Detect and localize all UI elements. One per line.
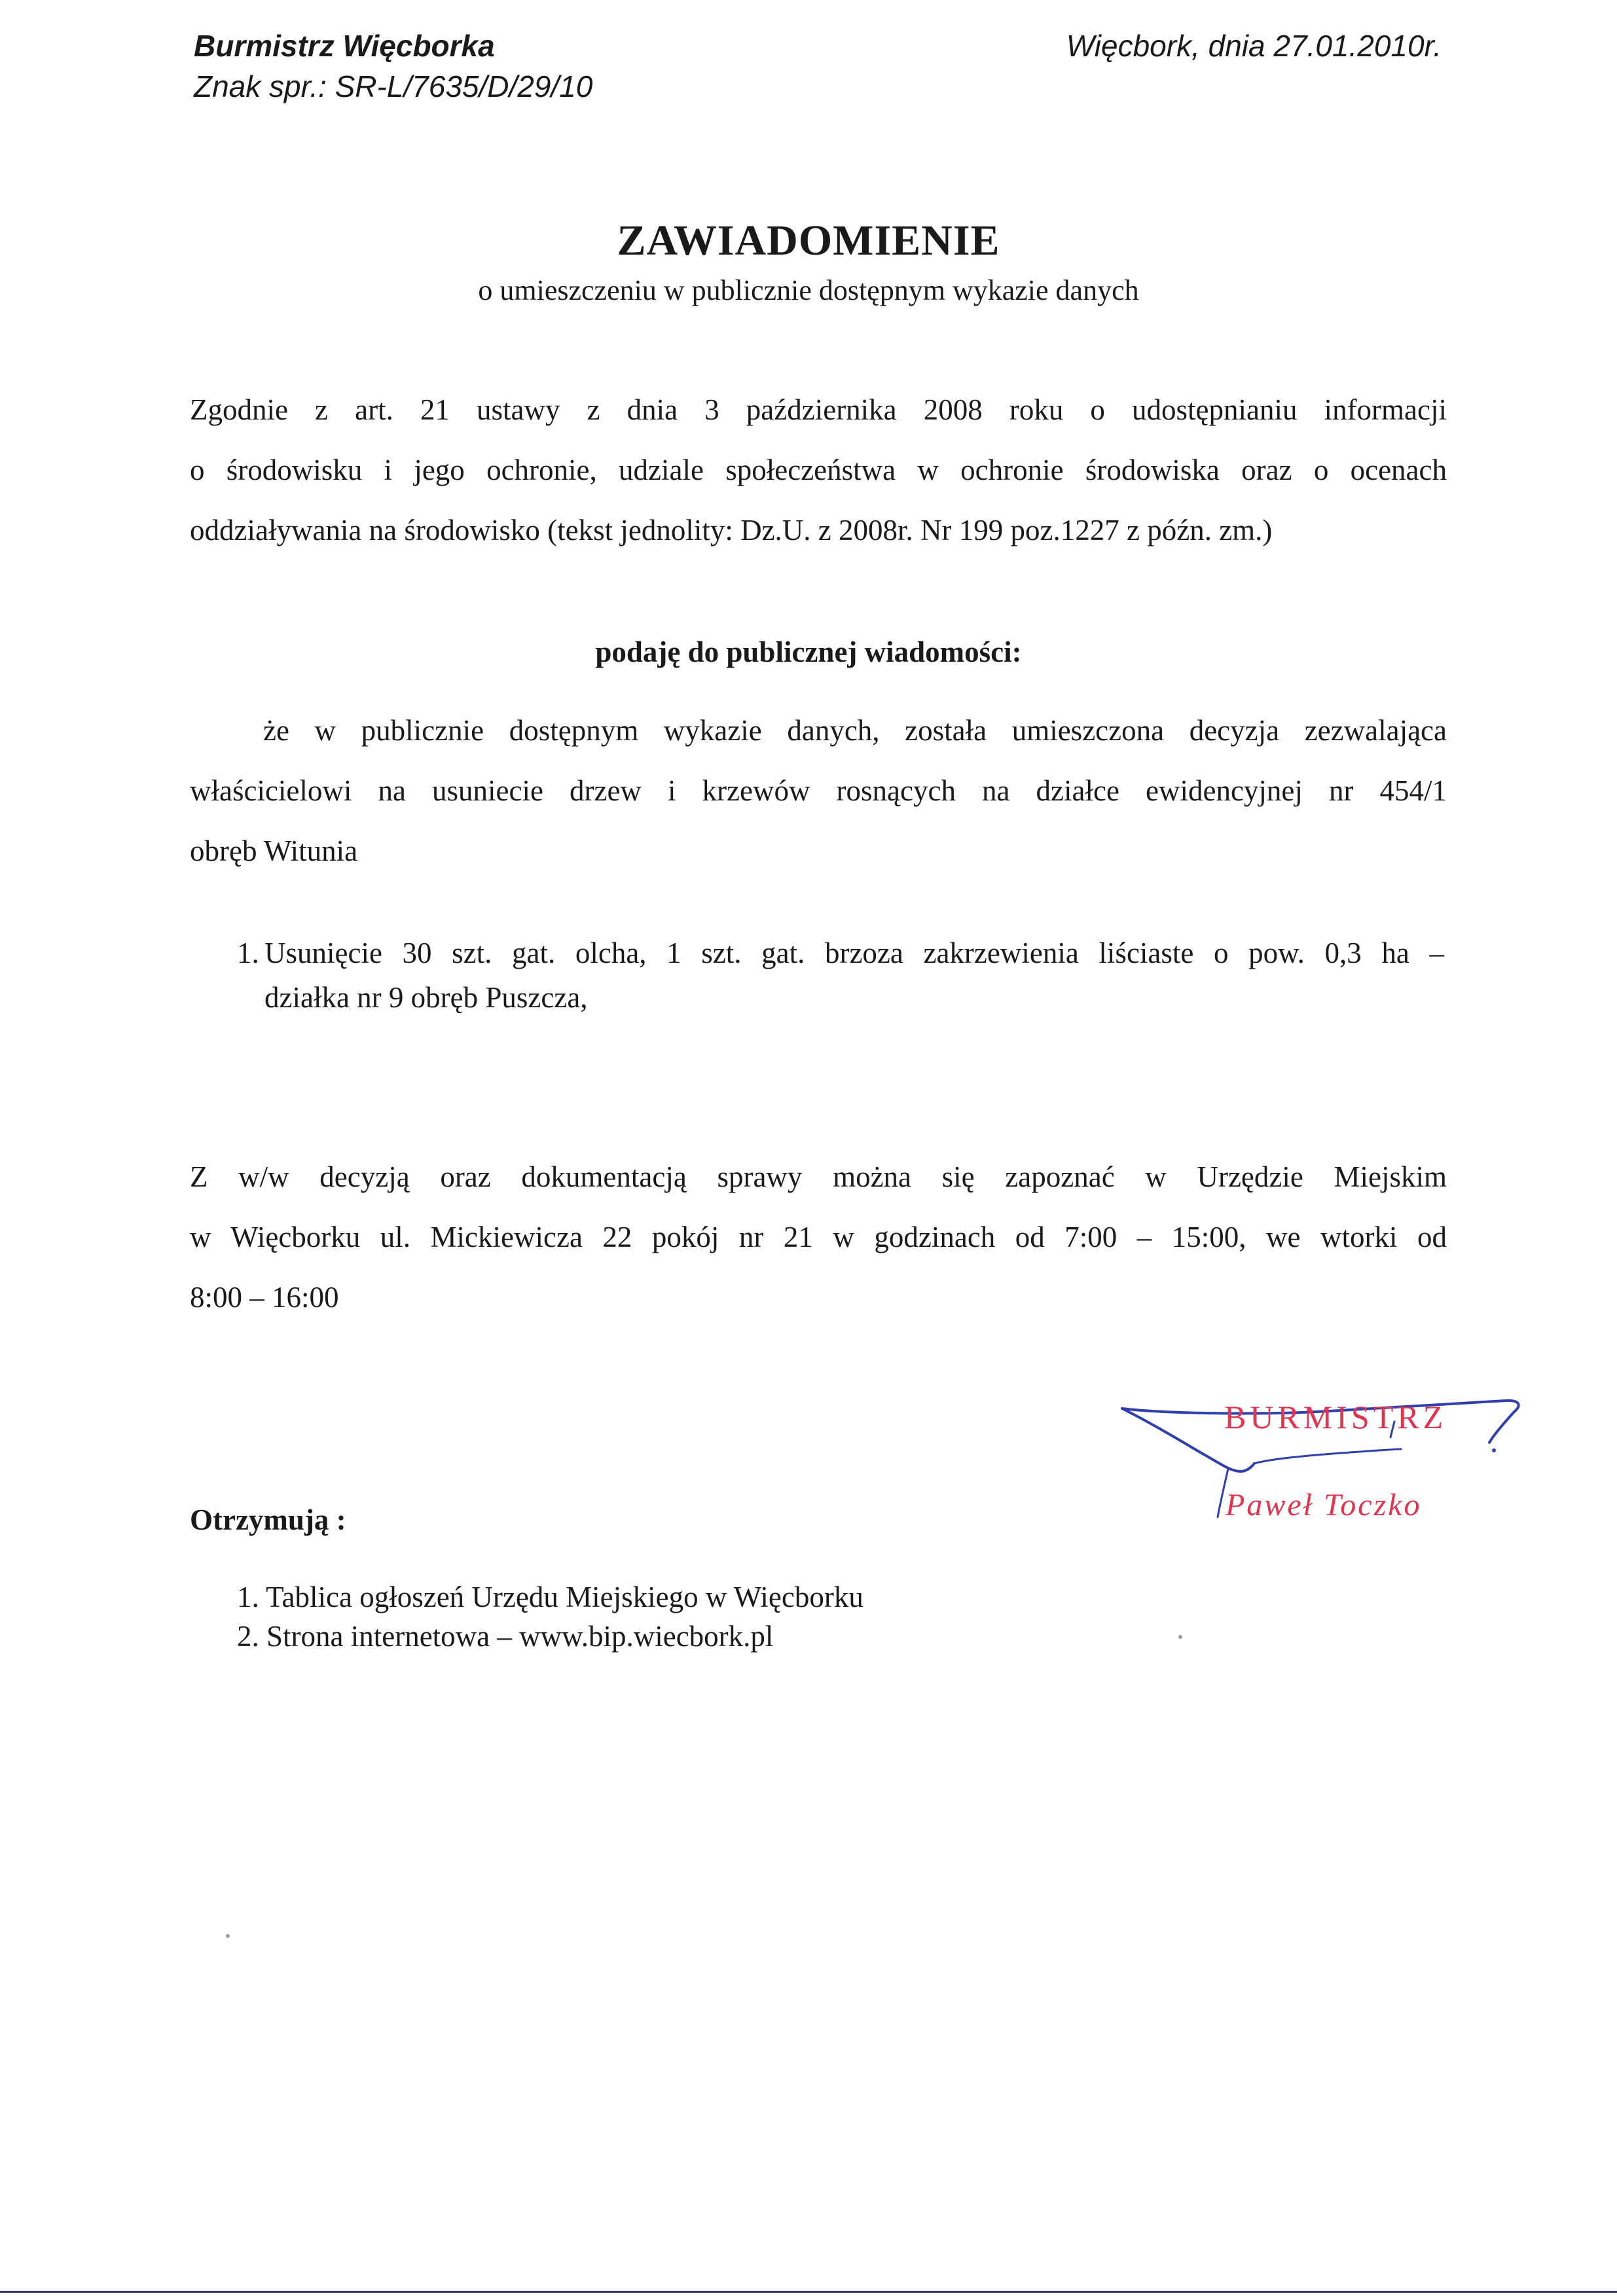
list-item-line: działka nr 9 obręb Puszcza,	[264, 981, 588, 1014]
reference-number: Znak spr.: SR-L/7635/D/29/10	[194, 69, 593, 103]
legal-basis-line: oddziaływania na środowisko (tekst jednolity: Dz.U. z 2008r. Nr 199 poz.1227 z późn. zm.)	[190, 514, 1273, 547]
document-subtitle: o umieszczeniu w publicznie dostępnym wykazie danych	[478, 274, 1139, 306]
stamp-title: BURMISTRZ	[1224, 1399, 1447, 1435]
decision-line: obręb Witunia	[190, 834, 358, 867]
legal-basis-line: o środowisku i jego ochronie, udziale społeczeństwa w ochronie środowiska oraz o ocenach	[190, 454, 1447, 486]
decision-paragraph	[190, 700, 1447, 881]
receivers-list-item: 2. Strona internetowa – www.bip.wiecbork.pl	[237, 1620, 774, 1653]
list-item	[264, 931, 1444, 1020]
receivers-heading: Otrzymują :	[190, 1503, 346, 1536]
document-title: ZAWIADOMIENIE	[617, 217, 1000, 264]
scan-edge-line	[0, 2291, 1617, 2293]
scan-speck	[1178, 1635, 1182, 1639]
access-info-line: Z w/w decyzją oraz dokumentacją sprawy można się zapoznać w Urzędzie Miejskim	[190, 1160, 1447, 1193]
receivers-list	[237, 1577, 863, 1656]
issuing-authority: Burmistrz Więcborka	[194, 29, 495, 63]
access-info-line: w Więcborku ul. Mickiewicza 22 pokój nr 21 w godzinach od 7:00 – 15:00, we wtorki od	[190, 1221, 1447, 1253]
item-number: 1.	[237, 937, 259, 969]
decision-line: właścicielowi na usuniecie drzew i krzewów rosnących na działce ewidencyjnej nr 454/1	[190, 774, 1447, 807]
legal-basis-line: Zgodnie z art. 21 ustawy z dnia 3 października 2008 roku o udostępnianiu informacji	[190, 393, 1447, 426]
stamp-name: Paweł Toczko	[1226, 1488, 1422, 1522]
scan-speck	[226, 1934, 230, 1938]
place-and-date: Więcbork, dnia 27.01.2010r.	[1066, 29, 1442, 63]
list-item-line: Usunięcie 30 szt. gat. olcha, 1 szt. gat. brzoza zakrzewienia liściaste o pow. 0,3 ha –	[264, 937, 1444, 969]
access-info-paragraph	[190, 1147, 1447, 1327]
receivers-list-item: 1. Tablica ogłoszeń Urzędu Miejskiego w Więcborku	[237, 1581, 863, 1613]
decision-line: że w publicznie dostępnym wykazie danych, została umieszczona decyzja zezwalająca	[263, 714, 1447, 747]
announcement-heading: podaję do publicznej wiadomości:	[595, 636, 1022, 668]
legal-basis-paragraph	[190, 380, 1447, 560]
access-info-line: 8:00 – 16:00	[190, 1281, 339, 1314]
